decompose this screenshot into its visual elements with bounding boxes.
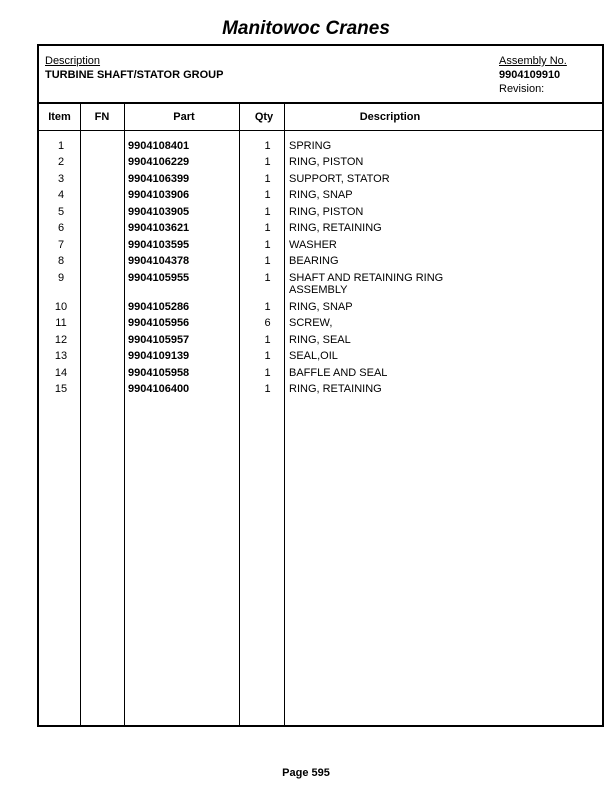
part-number: 9904106399 — [128, 173, 190, 185]
item-number: 7 — [57, 239, 65, 251]
part-number: 9904105957 — [128, 334, 190, 346]
quantity: 1 — [264, 383, 271, 395]
page-number: Page 595 — [282, 767, 330, 779]
part-number: 9904106400 — [128, 383, 190, 395]
item-number: 5 — [57, 206, 65, 218]
column-header-description: Description — [359, 111, 421, 123]
item-number: 11 — [55, 317, 67, 329]
part-number: 9904103905 — [128, 206, 190, 218]
item-description-continued: ASSEMBLY — [289, 284, 348, 296]
assembly-header — [39, 46, 602, 104]
assembly-number: 9904109910 — [499, 69, 561, 81]
page-title: Manitowoc Cranes — [222, 18, 390, 39]
column-header-item: Item — [48, 111, 71, 123]
part-number: 9904108401 — [128, 140, 190, 152]
item-description: SUPPORT, STATOR — [289, 173, 390, 185]
column-header-part: Part — [173, 111, 195, 123]
quantity: 1 — [264, 239, 271, 251]
item-number: 13 — [54, 350, 68, 362]
part-number: 9904105955 — [128, 272, 190, 284]
quantity: 1 — [264, 140, 271, 152]
part-number: 9904105286 — [128, 301, 190, 313]
item-number: 12 — [54, 334, 68, 346]
column-divider — [239, 104, 240, 725]
part-number: 9904105958 — [128, 367, 190, 379]
item-description: RING, SEAL — [289, 334, 351, 346]
item-number: 8 — [57, 255, 65, 267]
part-number: 9904106229 — [128, 156, 190, 168]
item-description: RING, RETAINING — [289, 383, 382, 395]
quantity: 1 — [264, 222, 271, 234]
item-description: BEARING — [289, 255, 339, 267]
quantity: 1 — [264, 156, 271, 168]
parts-list-frame — [37, 44, 604, 727]
item-description: SEAL,OIL — [289, 350, 338, 362]
part-number: 9904104378 — [128, 255, 190, 267]
item-description: SHAFT AND RETAINING RING — [289, 272, 444, 284]
quantity: 1 — [264, 206, 271, 218]
part-number: 9904105956 — [128, 317, 190, 329]
item-number: 15 — [54, 383, 68, 395]
item-number: 1 — [57, 140, 65, 152]
item-number: 4 — [57, 189, 65, 201]
item-description: RING, PISTON — [289, 156, 364, 168]
item-number: 10 — [54, 301, 68, 313]
part-number: 9904109139 — [128, 350, 190, 362]
item-description: SPRING — [289, 140, 332, 152]
item-description: RING, PISTON — [289, 206, 364, 218]
description-value: TURBINE SHAFT/STATOR GROUP — [45, 69, 224, 81]
part-number: 9904103621 — [128, 222, 190, 234]
item-number: 9 — [57, 272, 65, 284]
part-number: 9904103595 — [128, 239, 190, 251]
quantity: 1 — [264, 189, 271, 201]
column-header-fn: FN — [94, 111, 110, 123]
item-description: SCREW, — [289, 317, 333, 329]
item-description: RING, RETAINING — [289, 222, 382, 234]
quantity: 1 — [264, 173, 271, 185]
item-number: 2 — [57, 156, 65, 168]
item-description: BAFFLE AND SEAL — [289, 367, 388, 379]
quantity: 1 — [264, 301, 271, 313]
quantity: 1 — [264, 334, 271, 346]
part-number: 9904103906 — [128, 189, 190, 201]
column-header-qty: Qty — [254, 111, 274, 123]
item-description: RING, SNAP — [289, 189, 353, 201]
item-description: RING, SNAP — [289, 301, 353, 313]
assembly-label: Assembly No. — [499, 55, 567, 67]
item-description: WASHER — [289, 239, 337, 251]
column-divider — [124, 104, 125, 725]
quantity: 1 — [264, 350, 271, 362]
quantity: 6 — [264, 317, 271, 329]
quantity: 1 — [264, 272, 271, 284]
item-number: 3 — [57, 173, 65, 185]
item-number: 6 — [57, 222, 65, 234]
item-number: 14 — [54, 367, 68, 379]
revision-label: Revision: — [499, 83, 545, 95]
quantity: 1 — [264, 367, 271, 379]
assembly-block — [499, 54, 567, 96]
description-label: Description — [45, 55, 101, 67]
description-block — [45, 54, 223, 82]
quantity: 1 — [264, 255, 271, 267]
